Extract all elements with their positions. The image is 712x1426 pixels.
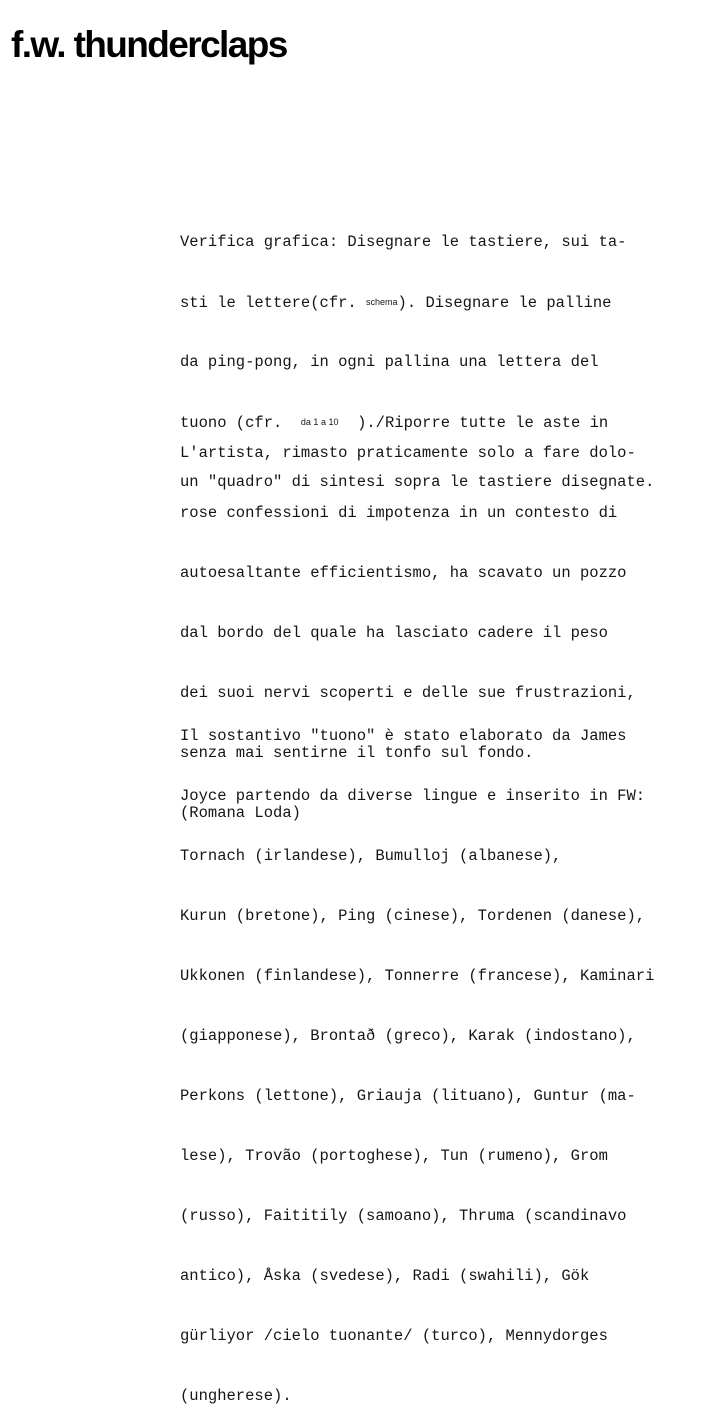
text-segment: sti le lettere(cfr. [180, 294, 367, 312]
page-title: f.w. thunderclaps [11, 24, 287, 65]
tuono-languages-paragraph [180, 686, 654, 1426]
text-line: Tornach (irlandese), Bumulloj (albanese), [180, 847, 562, 865]
text-line: un "quadro" di sintesi sopra le tastiere disegnate. [180, 473, 655, 491]
text-line: (russo), Faititily (samoano), Thruma (scandinavo [180, 1207, 627, 1225]
range-note: da 1 a 10 [300, 417, 339, 427]
text-line [180, 292, 654, 312]
schema-note: schema [366, 297, 398, 307]
text-line: Kurun (bretone), Ping (cinese), Tordenen (danese), [180, 907, 646, 925]
text-line: antico), Åska (svedese), Radi (swahili), Gök [180, 1267, 590, 1285]
text-line: Il sostantivo "tuono" è stato elaborato da James [180, 727, 627, 745]
text-line: (ungherese). [180, 1387, 292, 1405]
text-line: Perkons (lettone), Griauja (lituano), Guntur (ma- [180, 1087, 636, 1105]
quote-attribution: (Romana Loda) [180, 804, 301, 822]
text-segment: ). Disegnare le palline [397, 294, 612, 312]
text-line: L'artista, rimasto praticamente solo a fare dolo- [180, 444, 636, 462]
text-line: da ping-pong, in ogni pallina una lettera del [180, 353, 599, 371]
text-line: dei suoi nervi scoperti e delle sue frustrazioni, [180, 684, 636, 702]
text-line: Joyce partendo da diverse lingue e inserito in FW: [180, 787, 646, 805]
text-line: autoesaltante efficientismo, ha scavato un pozzo [180, 564, 627, 582]
text-segment: )./Riporre tutte le aste in [338, 414, 609, 432]
text-line: gürliyor /cielo tuonante/ (turco), Mennydorges [180, 1327, 608, 1345]
text-line: Ukkonen (finlandese), Tonnerre (francese), Kaminari [180, 967, 655, 985]
text-line: dal bordo del quale ha lasciato cadere il peso [180, 624, 608, 642]
text-segment: tuono (cfr. [180, 414, 301, 432]
text-line: (giapponese), Brontað (greco), Karak (indostano), [180, 1027, 636, 1045]
text-line: lese), Trovão (portoghese), Tun (rumeno), Grom [180, 1147, 608, 1165]
text-line: Verifica grafica: Disegnare le tastiere, sui ta- [180, 233, 627, 251]
text-line: senza mai sentirne il tonfo sul fondo. [180, 744, 534, 762]
text-line: rose confessioni di impotenza in un contesto di [180, 504, 618, 522]
